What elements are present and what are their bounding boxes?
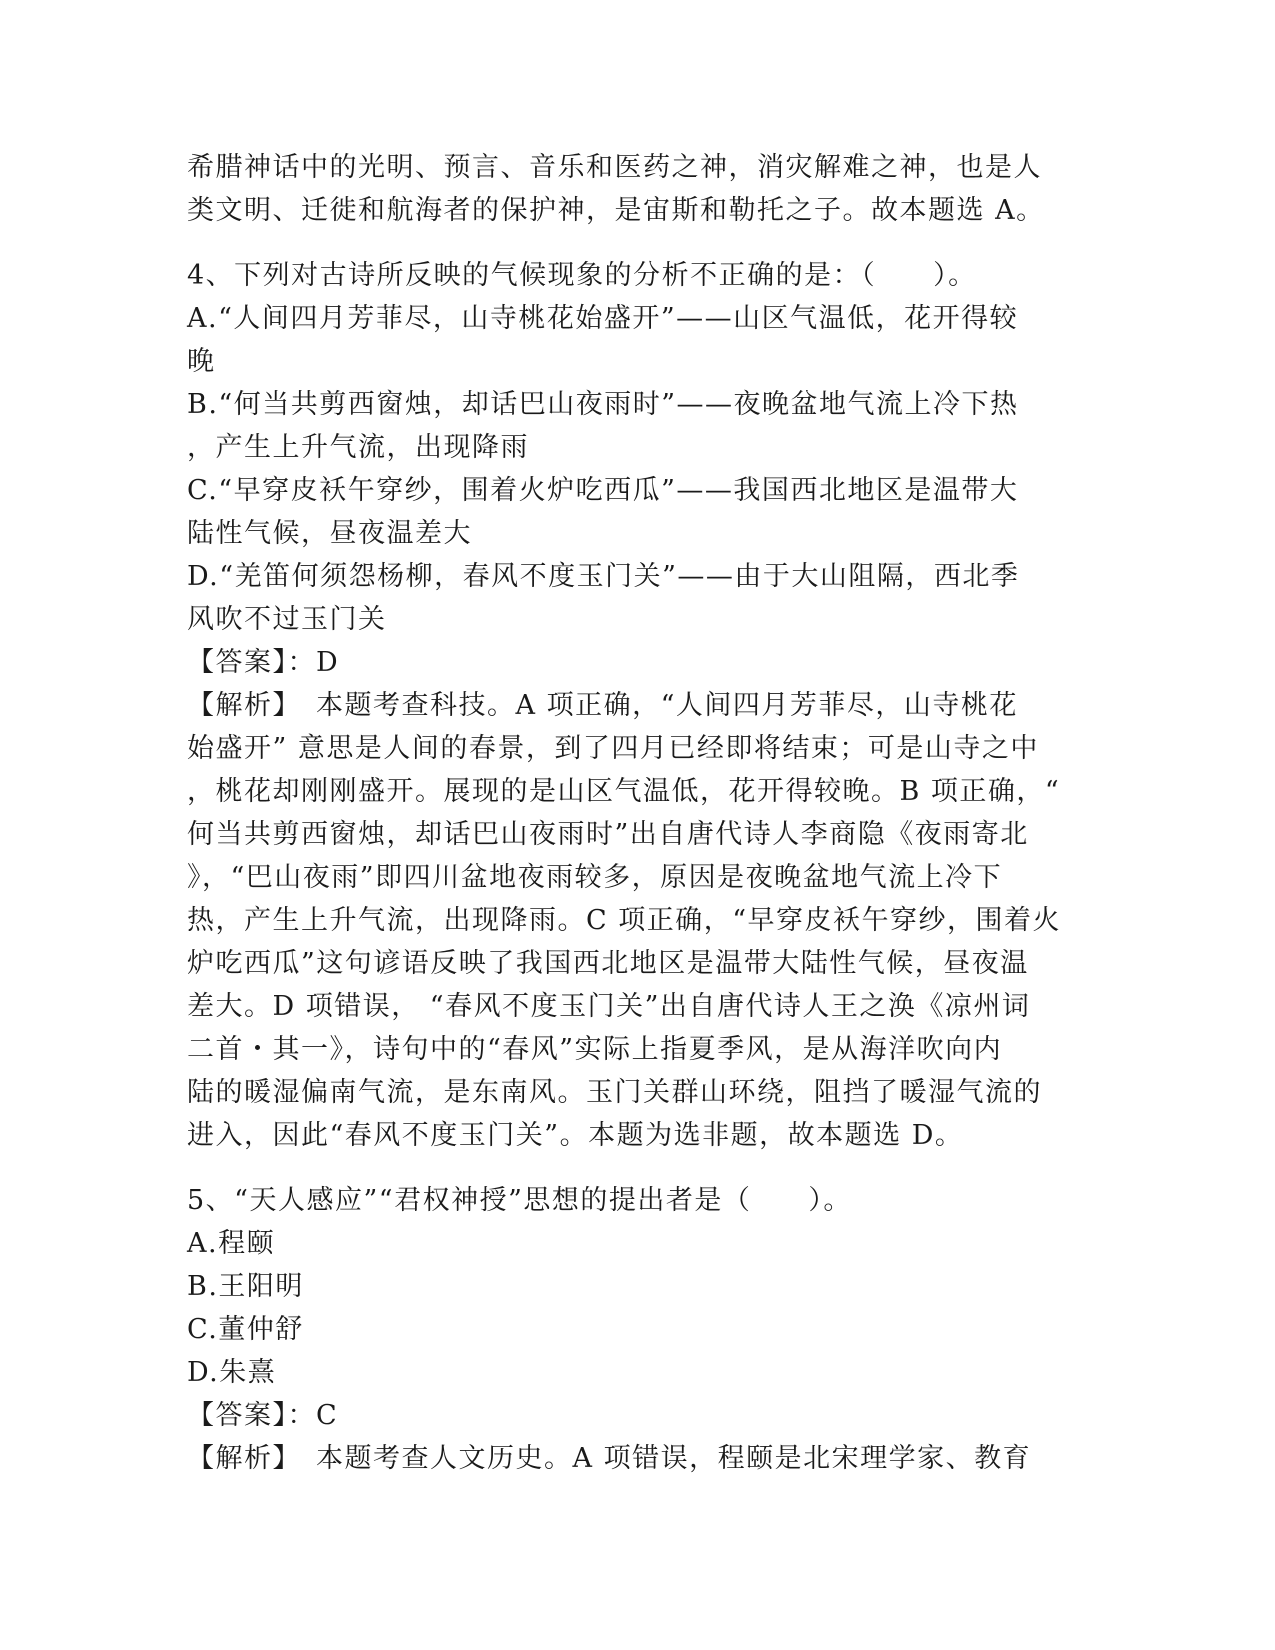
- option-a: A.“人间四月芳菲尽，山寺桃花始盛开”——山区气温低，花开得较: [187, 303, 1019, 334]
- analysis-line: 始盛开” 意思是人间的春景，到了四月已经即将结束；可是山寺之中: [187, 733, 1039, 764]
- option-d: D.“羌笛何须怨杨柳，春风不度玉门关”——由于大山阻隔，西北季: [187, 561, 1020, 592]
- question-stem: 4、下列对古诗所反映的气候现象的分析不正确的是：（ ）。: [187, 260, 977, 291]
- option-d-continued: 风吹不过玉门关: [187, 604, 387, 635]
- analysis-line: 【解析】 本题考查科技。A 项正确，“人间四月芳菲尽，山寺桃花: [187, 690, 1018, 721]
- option-a: A.程颐: [187, 1228, 276, 1259]
- analysis-line: 【解析】 本题考查人文历史。A 项错误，程颐是北宋理学家、教育: [187, 1443, 1032, 1474]
- analysis: [187, 684, 1087, 1157]
- answer: 【答案】：D: [187, 647, 340, 678]
- text-line: 类文明、迁徙和航海者的保护神，是宙斯和勒托之子。故本题选 A。: [187, 195, 1045, 226]
- previous-question-explanation: [187, 146, 1087, 232]
- analysis-line: 陆的暖湿偏南气流，是东南风。玉门关群山环绕，阻挡了暖湿气流的: [187, 1077, 1042, 1108]
- analysis-line: ，桃花却刚刚盛开。展现的是山区气温低，花开得较晚。B 项正确，“: [187, 776, 1061, 807]
- answer: 【答案】：C: [187, 1400, 339, 1431]
- analysis: [187, 1437, 1087, 1480]
- option-b-continued: ，产生上升气流，出现降雨: [187, 432, 529, 463]
- text-line: 希腊神话中的光明、预言、音乐和医药之神，消灾解难之神，也是人: [187, 152, 1042, 183]
- option-b: B.“何当共剪西窗烛，却话巴山夜雨时”——夜晚盆地气流上冷下热: [187, 389, 1019, 420]
- option-c: C.董仲舒: [187, 1314, 304, 1345]
- analysis-line: 差大。D 项错误， “春风不度玉门关”出自唐代诗人王之涣《凉州词: [187, 991, 1031, 1022]
- analysis-line: 何当共剪西窗烛，却话巴山夜雨时”出自唐代诗人李商隐《夜雨寄北: [187, 819, 1029, 850]
- option-b: B.王阳明: [187, 1271, 304, 1302]
- question-5: [187, 1179, 1087, 1480]
- question-4: [187, 254, 1087, 1157]
- option-c: C.“早穿皮袄午穿纱，围着火炉吃西瓜”——我国西北地区是温带大: [187, 475, 1019, 506]
- document-content: [187, 146, 1087, 1480]
- analysis-line: 炉吃西瓜”这句谚语反映了我国西北地区是温带大陆性气候，昼夜温: [187, 948, 1029, 979]
- option-c-continued: 陆性气候，昼夜温差大: [187, 518, 472, 549]
- analysis-line: 》，“巴山夜雨”即四川盆地夜雨较多，原因是夜晚盆地气流上冷下: [187, 862, 1003, 893]
- option-d: D.朱熹: [187, 1357, 277, 1388]
- spacer: [187, 1157, 1087, 1179]
- analysis-line: 进入，因此“春风不度玉门关”。本题为选非题，故本题选 D。: [187, 1120, 964, 1151]
- spacer: [187, 232, 1087, 254]
- analysis-line: 热，产生上升气流，出现降雨。C 项正确，“早穿皮袄午穿纱，围着火: [187, 905, 1062, 936]
- question-stem: 5、“天人感应”“君权神授”思想的提出者是（ ）。: [187, 1185, 852, 1216]
- analysis-line: 二首・其一》，诗句中的“春风”实际上指夏季风，是从海洋吹向内: [187, 1034, 1003, 1065]
- option-a-continued: 晚: [187, 346, 216, 377]
